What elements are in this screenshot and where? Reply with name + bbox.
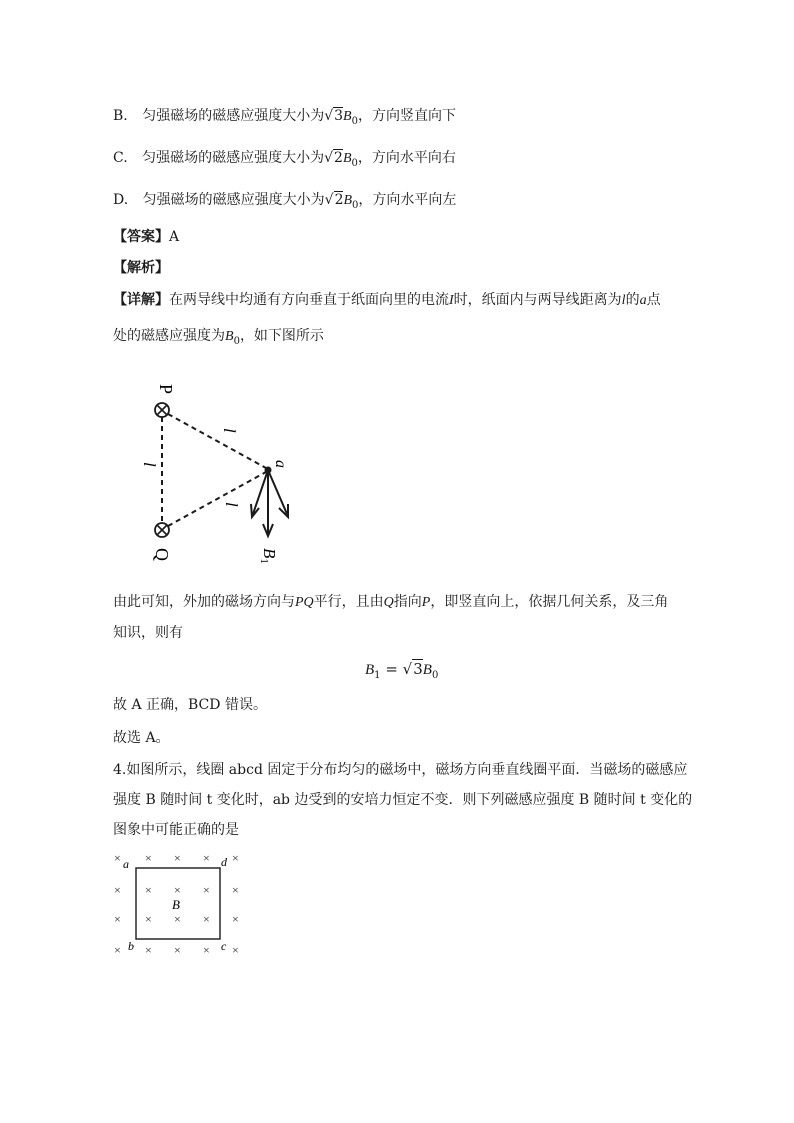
field-cross-icon: × bbox=[203, 883, 210, 897]
conclusion-line-2 bbox=[113, 623, 183, 643]
field-cross-icon: × bbox=[232, 883, 239, 897]
detail-text: 点 bbox=[646, 292, 661, 308]
math-symbol: B bbox=[422, 662, 432, 678]
field-cross-icon: × bbox=[203, 943, 210, 957]
field-cross-icon: × bbox=[232, 912, 239, 926]
math-subscript: 0 bbox=[431, 670, 439, 681]
detail-text: ，如下图所示 bbox=[239, 328, 324, 344]
field-cross-icon: × bbox=[145, 883, 152, 897]
label-d: d bbox=[221, 855, 227, 869]
label-q: Q bbox=[152, 548, 172, 561]
field-cross-icon: × bbox=[203, 851, 210, 865]
field-cross-icon: × bbox=[145, 943, 152, 957]
option-label: B. bbox=[113, 108, 128, 124]
analysis-label bbox=[113, 258, 169, 278]
field-cross-icon: × bbox=[114, 883, 121, 897]
question-4-line-1: 4.如图所示，线圈 abcd 固定于分布均匀的磁场中，磁场方向垂直线圈平面．当磁场的磁感应 bbox=[113, 762, 688, 778]
field-cross-icon: × bbox=[232, 943, 239, 957]
sqrt-sign: √2 bbox=[324, 192, 344, 208]
option-label: D. bbox=[113, 192, 129, 208]
detail-text: 的 bbox=[625, 292, 640, 308]
math-subscript: 0 bbox=[352, 200, 359, 211]
result-line-1: 故 A 正确，BCD 错误。 bbox=[113, 697, 267, 713]
conclusion-text: 知识，则有 bbox=[113, 625, 183, 641]
sqrt-sign: √3 bbox=[402, 660, 423, 678]
sqrt-sign: √3 bbox=[324, 108, 344, 124]
label-l-upper: l bbox=[220, 428, 239, 433]
equation bbox=[365, 659, 438, 686]
question-4-line-2: 强度 B 随时间 t 变化时，ab 边受到的安培力恒定不变．则下列磁感应强度 B 随时间 t 变化的 bbox=[113, 792, 693, 808]
detail-text: 在两导线中均通有方向垂直于纸面向里的电流 bbox=[169, 292, 449, 308]
field-triangle-figure bbox=[140, 370, 310, 580]
field-cross-icon: × bbox=[174, 883, 181, 897]
label-c: c bbox=[221, 939, 227, 953]
math-current: I bbox=[449, 293, 454, 308]
math-segment: PQ bbox=[295, 595, 314, 610]
conclusion-line-1 bbox=[113, 592, 668, 613]
field-cross-icon: × bbox=[114, 851, 121, 865]
label-l-left: l bbox=[140, 462, 159, 467]
field-cross-icon: × bbox=[114, 943, 121, 957]
sqrt-radicand: 3 bbox=[413, 660, 423, 678]
math-point: Q bbox=[383, 595, 394, 610]
field-cross-icon: × bbox=[114, 912, 121, 926]
equals-sign: = bbox=[380, 660, 403, 678]
conclusion-text: 平行，且由 bbox=[313, 594, 384, 610]
math-symbol: B bbox=[343, 109, 352, 124]
option-c bbox=[113, 148, 456, 174]
coil-figure bbox=[110, 848, 255, 960]
label-l-lower: l bbox=[222, 502, 241, 507]
option-text: 匀强磁场的磁感应强度大小为 bbox=[142, 108, 325, 124]
math-point: a bbox=[639, 293, 647, 308]
detail-line-2 bbox=[113, 326, 324, 352]
conclusion-text: 由此可知，外加的磁场方向与 bbox=[113, 594, 295, 610]
conclusion-text: ，即竖直向上，依据几何关系，及三角 bbox=[430, 594, 669, 610]
analysis-heading: 【解析】 bbox=[113, 260, 169, 276]
answer-line bbox=[113, 227, 179, 247]
math-symbol: B bbox=[343, 193, 353, 208]
option-label: C. bbox=[113, 150, 128, 166]
math-point: P bbox=[421, 595, 431, 610]
label-field-b: B bbox=[172, 897, 180, 912]
detail-label: 【详解】 bbox=[113, 292, 169, 308]
dashed-line-pa bbox=[168, 414, 266, 468]
option-direction: ，方向竖直向下 bbox=[357, 108, 456, 124]
field-cross-icon: × bbox=[203, 912, 210, 926]
answer-label: 【答案】 bbox=[113, 229, 169, 245]
option-b bbox=[113, 106, 456, 132]
sqrt-radicand: 3 bbox=[334, 108, 344, 124]
conductor-p-icon bbox=[155, 403, 169, 417]
result-line-2: 故选 A。 bbox=[113, 730, 170, 746]
label-a: a bbox=[272, 460, 289, 468]
option-text: 匀强磁场的磁感应强度大小为 bbox=[142, 150, 325, 166]
math-symbol: B bbox=[225, 329, 234, 344]
option-direction: ，方向水平向右 bbox=[357, 150, 456, 166]
math-subscript: 1 bbox=[374, 670, 381, 681]
label-b1: B1 bbox=[258, 548, 279, 564]
math-subscript: 0 bbox=[351, 116, 358, 127]
math-length: l bbox=[621, 293, 626, 308]
detail-line-1 bbox=[113, 290, 661, 311]
field-cross-icon: × bbox=[145, 912, 152, 926]
label-b: b bbox=[128, 939, 134, 953]
detail-text: 处的磁感应强度为 bbox=[113, 328, 225, 344]
math-subscript: 0 bbox=[351, 158, 358, 169]
label-a: a bbox=[123, 857, 129, 871]
math-symbol: B bbox=[365, 662, 375, 678]
sqrt-radicand: 2 bbox=[334, 150, 343, 166]
answer-value: A bbox=[169, 229, 180, 245]
detail-text: 时，纸面内与两导线距离为 bbox=[453, 292, 622, 308]
math-symbol: B bbox=[342, 151, 352, 166]
option-d bbox=[113, 190, 456, 216]
option-text: 匀强磁场的磁感应强度大小为 bbox=[142, 192, 325, 208]
field-cross-icon: × bbox=[232, 851, 239, 865]
field-cross-icon: × bbox=[174, 912, 181, 926]
sqrt-sign: √2 bbox=[324, 150, 343, 166]
math-subscript: 0 bbox=[233, 336, 240, 347]
field-cross-icon: × bbox=[174, 851, 181, 865]
option-direction: ，方向水平向左 bbox=[358, 192, 457, 208]
question-4-line-3: 图象中可能正确的是 bbox=[113, 822, 239, 838]
field-vectors bbox=[251, 470, 288, 536]
sqrt-radicand: 2 bbox=[334, 192, 344, 208]
field-cross-icon: × bbox=[145, 851, 152, 865]
field-cross-icon: × bbox=[174, 943, 181, 957]
conductor-q-icon bbox=[155, 523, 169, 537]
conclusion-text: 指向 bbox=[393, 594, 422, 610]
label-p: P bbox=[156, 384, 176, 395]
